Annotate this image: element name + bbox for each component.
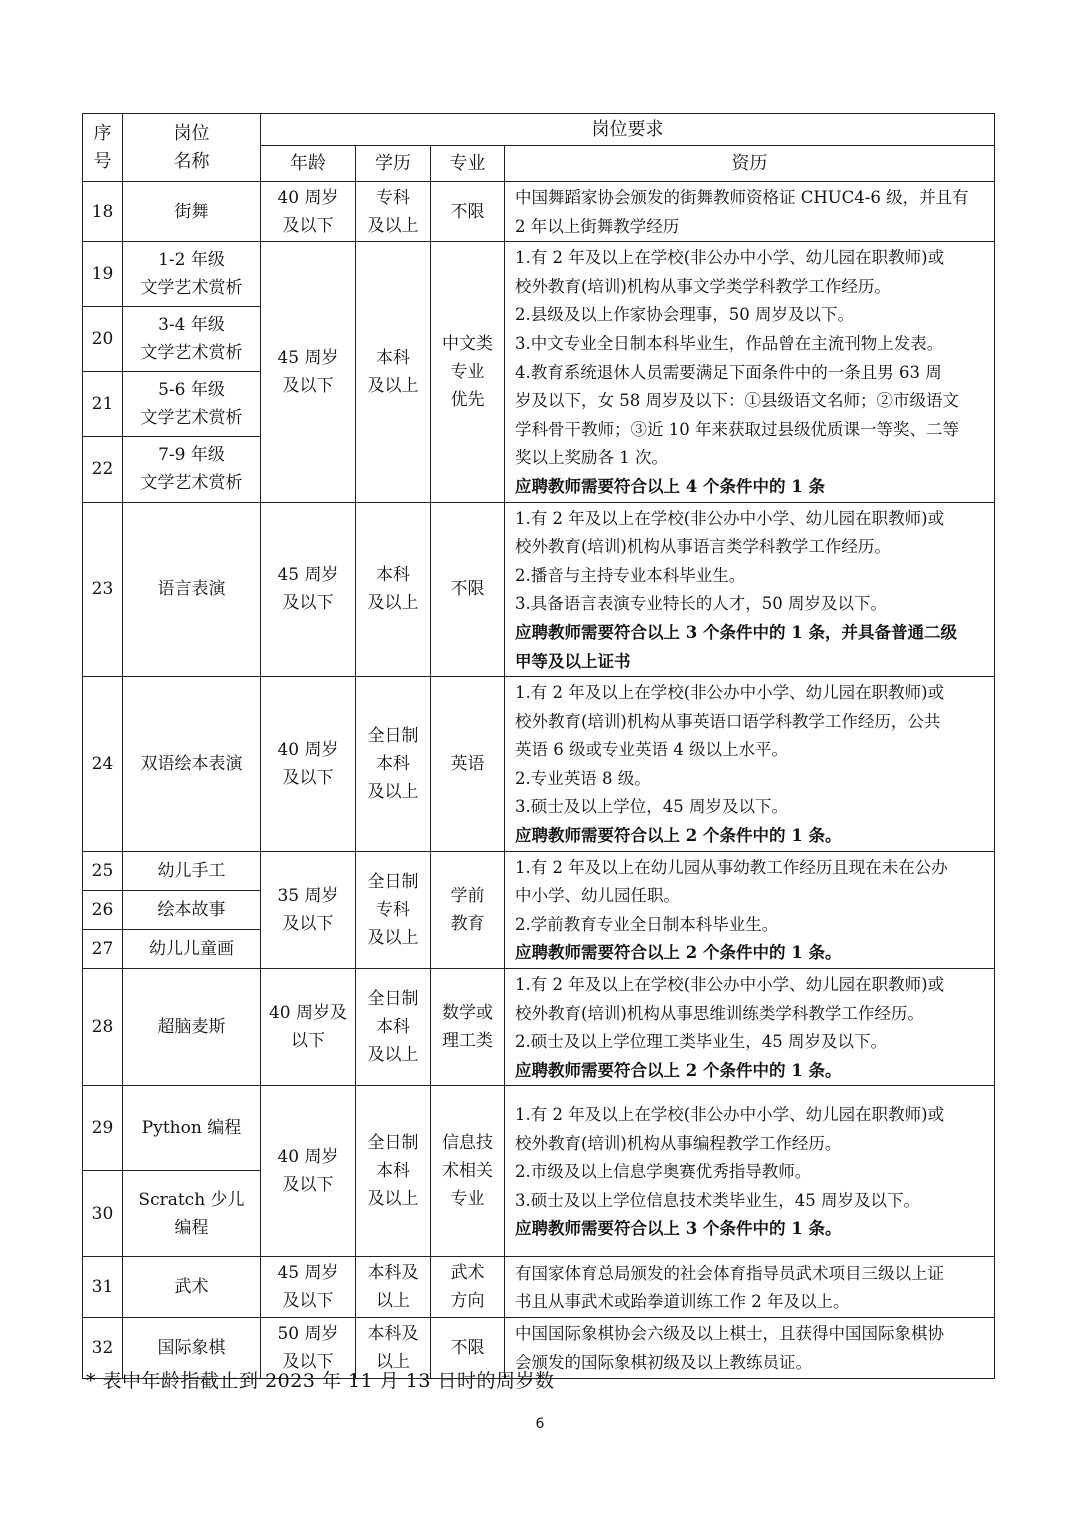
major-cell: 数学或 理工类 bbox=[431, 969, 505, 1086]
job-requirements-table bbox=[82, 113, 995, 1379]
major-cell: 中文类 专业 优先 bbox=[431, 242, 505, 502]
header-row-1 bbox=[83, 114, 995, 146]
age-cell: 45 周岁 及以下 bbox=[261, 502, 356, 677]
header-education: 学历 bbox=[356, 146, 431, 182]
job-name-cell: 幼儿手工 bbox=[123, 851, 261, 890]
job-name-cell: 3-4 年级 文学艺术赏析 bbox=[123, 307, 261, 372]
seq-cell: 18 bbox=[83, 182, 123, 242]
qualification-cell: 中国国际象棋协会六级及以上棋士，且获得中国国际象棋协 会颁发的国际象棋初级及以上教练员证。 bbox=[505, 1318, 995, 1378]
table-row bbox=[83, 677, 995, 852]
table-row bbox=[83, 1257, 995, 1318]
header-job-requirements: 岗位要求 bbox=[261, 114, 995, 146]
seq-cell: 30 bbox=[83, 1171, 123, 1257]
header-seq: 序 号 bbox=[83, 114, 123, 182]
job-name-cell: Scratch 少儿 编程 bbox=[123, 1171, 261, 1257]
age-cell: 50 周岁 及以下 bbox=[261, 1318, 356, 1378]
qualification-cell: 1.有 2 年及以上在学校(非公办中小学、幼儿园在职教师)或 校外教育(培训)机构从事编程教学工作经历。 2.市级及以上信息学奥赛优秀指导教师。 3.硕士及以上学位信息技术类毕业生，45 周岁及以下。 应聘教师需要符合以上 3 个条件中的 1 条。 bbox=[505, 1086, 995, 1257]
table-row bbox=[83, 969, 995, 1086]
job-name-cell: 1-2 年级 文学艺术赏析 bbox=[123, 242, 261, 307]
seq-cell: 23 bbox=[83, 502, 123, 677]
major-cell: 不限 bbox=[431, 1318, 505, 1378]
seq-cell: 24 bbox=[83, 677, 123, 852]
job-name-cell: 超脑麦斯 bbox=[123, 969, 261, 1086]
major-cell: 英语 bbox=[431, 677, 505, 852]
job-name-cell: 国际象棋 bbox=[123, 1318, 261, 1378]
education-cell: 本科及 以上 bbox=[356, 1257, 431, 1318]
job-name-cell: Python 编程 bbox=[123, 1086, 261, 1171]
job-name-cell: 语言表演 bbox=[123, 502, 261, 677]
seq-cell: 32 bbox=[83, 1318, 123, 1378]
page-number: 6 bbox=[535, 1416, 545, 1432]
document-page bbox=[82, 113, 994, 1379]
seq-cell: 27 bbox=[83, 929, 123, 968]
qualification-cell: 1.有 2 年及以上在学校(非公办中小学、幼儿园在职教师)或 校外教育(培训)机构从事思维训练类学科教学工作经历。 2.硕士及以上学位理工类毕业生，45 周岁及以下。 应聘教师需要符合以上 2 个条件中的 1 条。 bbox=[505, 969, 995, 1086]
job-name-cell: 绘本故事 bbox=[123, 891, 261, 929]
education-cell: 全日制 专科 及以上 bbox=[356, 851, 431, 968]
table-row bbox=[83, 242, 995, 307]
job-name-cell: 幼儿儿童画 bbox=[123, 929, 261, 968]
education-cell: 全日制 本科 及以上 bbox=[356, 1086, 431, 1257]
major-cell: 学前 教育 bbox=[431, 851, 505, 968]
major-cell: 信息技 术相关 专业 bbox=[431, 1086, 505, 1257]
education-cell: 全日制 本科 及以上 bbox=[356, 969, 431, 1086]
qualification-cell: 1.有 2 年及以上在学校(非公办中小学、幼儿园在职教师)或 校外教育(培训)机构从事英语口语学科教学工作经历，公共 英语 6 级或专业英语 4 级以上水平。 2.专业英语 8 级。 3.硕士及以上学位，45 周岁及以下。 应聘教师需要符合以上 2 个条件中的 1 条。 bbox=[505, 677, 995, 852]
education-cell: 专科 及以上 bbox=[356, 182, 431, 242]
major-cell: 不限 bbox=[431, 182, 505, 242]
table-row bbox=[83, 502, 995, 677]
age-cell: 35 周岁 及以下 bbox=[261, 851, 356, 968]
table-row bbox=[83, 851, 995, 890]
seq-cell: 28 bbox=[83, 969, 123, 1086]
qualification-cell: 1.有 2 年及以上在幼儿园从事幼教工作经历且现在未在公办 中小学、幼儿园任职。 2.学前教育专业全日制本科毕业生。 应聘教师需要符合以上 2 个条件中的 1 条。 bbox=[505, 851, 995, 968]
job-name-cell: 武术 bbox=[123, 1257, 261, 1318]
age-cell: 40 周岁 及以下 bbox=[261, 1086, 356, 1257]
qualification-cell: 1.有 2 年及以上在学校(非公办中小学、幼儿园在职教师)或 校外教育(培训)机构从事语言类学科教学工作经历。 2.播音与主持专业本科毕业生。 3.具备语言表演专业特长的人才，50 周岁及以下。 应聘教师需要符合以上 3 个条件中的 1 条，并具备普通二级 甲等及以上证书 bbox=[505, 502, 995, 677]
seq-cell: 25 bbox=[83, 851, 123, 890]
age-cell: 40 周岁 及以下 bbox=[261, 182, 356, 242]
seq-cell: 20 bbox=[83, 307, 123, 372]
qualification-cell: 中国舞蹈家协会颁发的街舞教师资格证 CHUC4-6 级，并且有 2 年以上街舞教学经历 bbox=[505, 182, 995, 242]
header-qualification: 资历 bbox=[505, 146, 995, 182]
seq-cell: 31 bbox=[83, 1257, 123, 1318]
table-row bbox=[83, 1086, 995, 1171]
major-cell: 武术 方向 bbox=[431, 1257, 505, 1318]
education-cell: 全日制 本科 及以上 bbox=[356, 677, 431, 852]
major-cell: 不限 bbox=[431, 502, 505, 677]
age-cell: 40 周岁及 以下 bbox=[261, 969, 356, 1086]
seq-cell: 29 bbox=[83, 1086, 123, 1171]
education-cell: 本科 及以上 bbox=[356, 502, 431, 677]
header-job-name: 岗位 名称 bbox=[123, 114, 261, 182]
education-cell: 本科 及以上 bbox=[356, 242, 431, 502]
age-cell: 40 周岁 及以下 bbox=[261, 677, 356, 852]
age-cell: 45 周岁 及以下 bbox=[261, 1257, 356, 1318]
seq-cell: 21 bbox=[83, 372, 123, 437]
seq-cell: 22 bbox=[83, 437, 123, 502]
seq-cell: 26 bbox=[83, 891, 123, 929]
table-row bbox=[83, 182, 995, 242]
job-name-cell: 街舞 bbox=[123, 182, 261, 242]
qualification-cell: 1.有 2 年及以上在学校(非公办中小学、幼儿园在职教师)或 校外教育(培训)机构从事文学类学科教学工作经历。 2.县级及以上作家协会理事，50 周岁及以下。 3.中文专业全日制本科毕业生，作品曾在主流刊物上发表。 4.教育系统退休人员需要满足下面条件中的一条且男 63 周 岁及以下，女 58 周岁及以下：①县级语文名师；②市级语文 学科骨干教师；③近 10 年来获取过县级优质课一等奖、二等 奖以上奖励各 1 次。 应聘教师需要符合以上 4 个条件中的 1 条 bbox=[505, 242, 995, 502]
job-name-cell: 双语绘本表演 bbox=[123, 677, 261, 852]
job-name-cell: 5-6 年级 文学艺术赏析 bbox=[123, 372, 261, 437]
seq-cell: 19 bbox=[83, 242, 123, 307]
header-age: 年龄 bbox=[261, 146, 356, 182]
age-cell: 45 周岁 及以下 bbox=[261, 242, 356, 502]
job-name-cell: 7-9 年级 文学艺术赏析 bbox=[123, 437, 261, 502]
qualification-cell: 有国家体育总局颁发的社会体育指导员武术项目三级以上证 书且从事武术或跆拳道训练工作 2 年及以上。 bbox=[505, 1257, 995, 1318]
header-major: 专业 bbox=[431, 146, 505, 182]
education-cell: 本科及 以上 bbox=[356, 1318, 431, 1378]
age-footnote: * 表中年龄指截止到 2023 年 11 月 13 日时的周岁数 bbox=[86, 1370, 555, 1392]
